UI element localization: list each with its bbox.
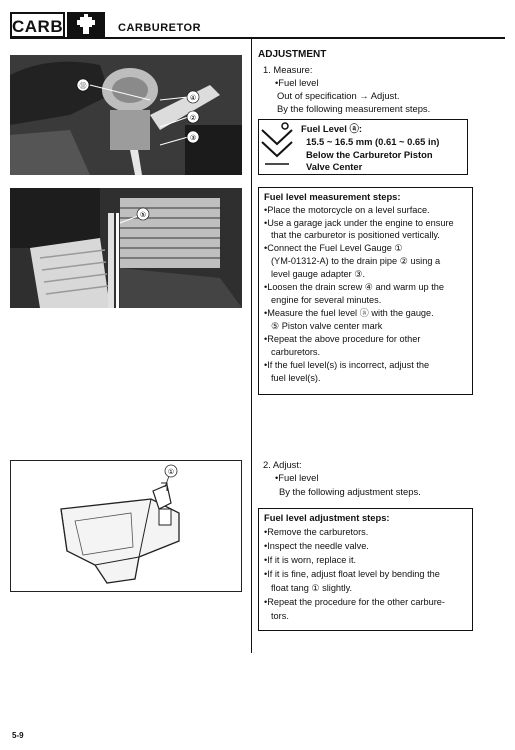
step-adjust-by: By the following adjustment steps. bbox=[279, 486, 421, 497]
carburetor-icon bbox=[67, 12, 105, 38]
list-item: •If the fuel level(s) is incorrect, adjust the bbox=[264, 360, 430, 370]
list-item: tors. bbox=[271, 611, 289, 621]
list-item: •Repeat the above procedure for other bbox=[264, 334, 421, 344]
photo-level-gauge bbox=[10, 188, 242, 308]
adjustment-steps-box bbox=[258, 508, 473, 631]
list-item: ⑤ Piston valve center mark bbox=[271, 321, 383, 331]
list-item: •Use a garage jack under the engine to ensure bbox=[264, 218, 454, 228]
callout-5: ⑤ bbox=[139, 211, 147, 219]
list-item: •Inspect the needle valve. bbox=[264, 541, 369, 551]
spec-wrench-icon bbox=[259, 120, 295, 173]
list-item: level gauge adapter ③. bbox=[271, 269, 366, 279]
list-item: •Loosen the drain screw ④ and warm up the bbox=[264, 282, 444, 292]
measurement-steps-title: Fuel level measurement steps: bbox=[264, 191, 401, 202]
list-item: •Measure the fuel level ⓐ with the gauge. bbox=[264, 308, 434, 318]
illustration-float-tang bbox=[10, 460, 242, 592]
list-item: •If it is fine, adjust float level by bending the bbox=[264, 569, 440, 579]
list-item: engine for several minutes. bbox=[271, 295, 382, 305]
callout-2: ② bbox=[189, 114, 197, 122]
step-measure-by: By the following measurement steps. bbox=[277, 103, 431, 114]
section-heading-adjustment: ADJUSTMENT bbox=[258, 49, 327, 60]
step-adjust-item: •Fuel level bbox=[275, 472, 319, 483]
step-adjust-heading: 2. Adjust: bbox=[263, 459, 302, 470]
header-rule bbox=[10, 37, 505, 39]
section-code-badge: CARB bbox=[10, 12, 65, 38]
step-measure-heading: 1. Measure: bbox=[263, 64, 313, 75]
spec-note-line1: Below the Carburetor Piston bbox=[306, 149, 433, 160]
list-item: that the carburetor is positioned vertically. bbox=[271, 230, 440, 240]
spec-label: Fuel Level ⓐ: bbox=[301, 123, 362, 134]
list-item: carburetors. bbox=[271, 347, 321, 357]
callout-4: ④ bbox=[189, 94, 197, 102]
spec-note-line2: Valve Center bbox=[306, 161, 363, 172]
step-measure-out-of-spec: Out of specification → Adjust. bbox=[277, 90, 400, 101]
list-item: fuel level(s). bbox=[271, 373, 321, 383]
adjustment-steps-title: Fuel level adjustment steps: bbox=[264, 512, 390, 523]
measurement-steps-box bbox=[258, 187, 473, 395]
step-measure-item: •Fuel level bbox=[275, 77, 319, 88]
photo-carburetor-drain bbox=[10, 55, 242, 175]
list-item: (YM-01312-A) to the drain pipe ② using a bbox=[271, 256, 441, 266]
list-item: float tang ① slightly. bbox=[271, 583, 353, 593]
page-number: 5-9 bbox=[12, 731, 24, 740]
column-divider bbox=[251, 39, 252, 653]
callout-1: ① bbox=[167, 468, 175, 476]
list-item: •Place the motorcycle on a level surface. bbox=[264, 205, 430, 215]
list-item: •Remove the carburetors. bbox=[264, 527, 369, 537]
callout-11: ⑪ bbox=[79, 82, 87, 90]
spec-value: 15.5 ~ 16.5 mm (0.61 ~ 0.65 in) bbox=[306, 136, 440, 147]
callout-3: ③ bbox=[189, 134, 197, 142]
list-item: •If it is worn, replace it. bbox=[264, 555, 357, 565]
list-item: •Connect the Fuel Level Gauge ① bbox=[264, 243, 403, 253]
page-title: CARBURETOR bbox=[118, 22, 202, 34]
list-item: •Repeat the procedure for the other carbure- bbox=[264, 597, 445, 607]
